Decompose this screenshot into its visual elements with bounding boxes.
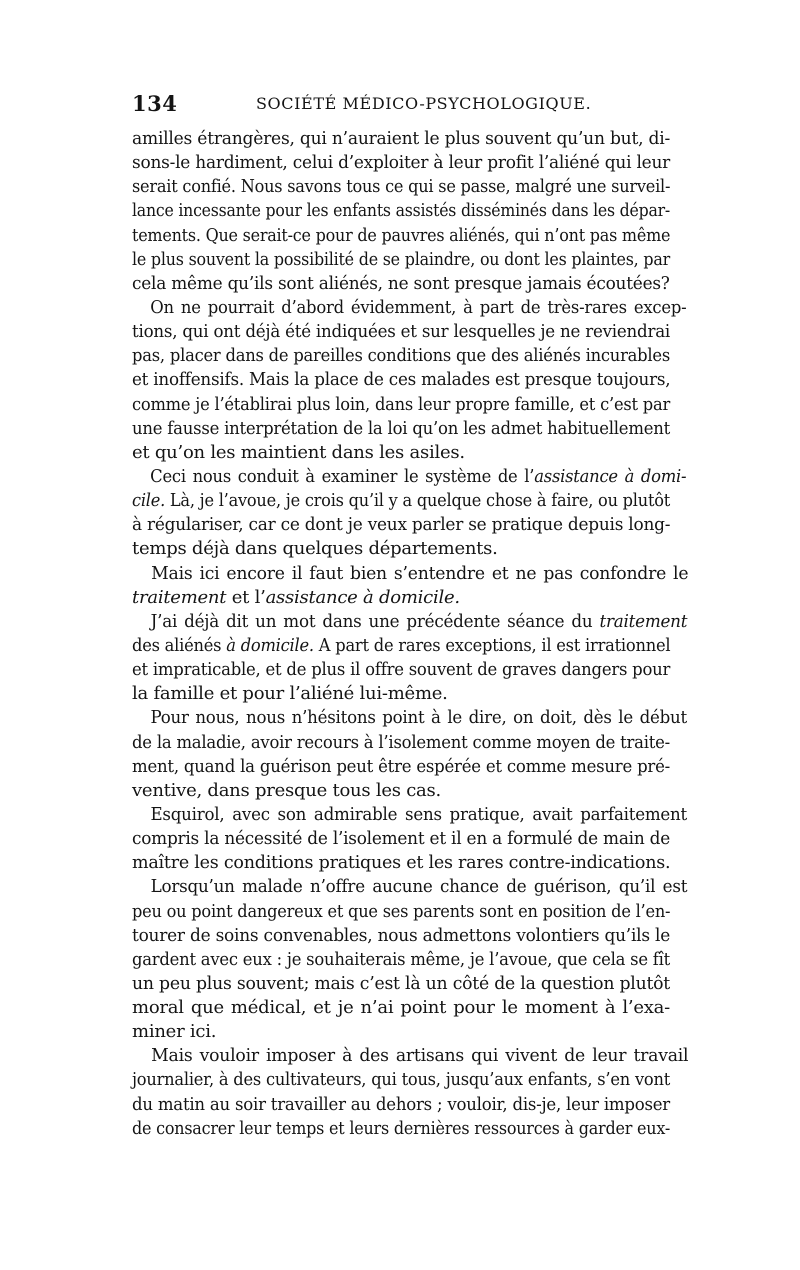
- text-line: Esquirol, avec son admirable sens pratique, avait parfaitement: [150, 803, 687, 825]
- running-head: SOCIÉTÉ MÉDICO-PSYCHOLOGIQUE.: [256, 94, 592, 113]
- text-line: à régulariser, car ce dont je veux parler se pratique depuis long-: [132, 514, 671, 536]
- text-line: de consacrer leur temps et leurs dernières ressources à garder eux-: [132, 1117, 670, 1139]
- text-line: gardent avec eux : je souhaiterais même, je l’avoue, que cela se fît: [132, 948, 670, 970]
- text-line: une fausse interprétation de la loi qu’on les admet habituellement: [132, 417, 670, 439]
- text-line: miner ici.: [132, 1021, 217, 1043]
- text-line: moral que médical, et je n’ai point pour le moment à l’exa-: [132, 997, 670, 1019]
- text-line: ventive, dans presque tous les cas.: [132, 779, 441, 801]
- text-line: cela même qu’ils sont aliénés, ne sont presque jamais écoutées?: [132, 272, 670, 294]
- text-line: pas, placer dans de pareilles conditions que des aliénés incurables: [132, 345, 670, 367]
- text-line: un peu plus souvent; mais c’est là un côté de la question plutôt: [132, 972, 670, 994]
- text-line: Mais ici encore il faut bien s’entendre et ne pas confondre le: [151, 562, 689, 584]
- text-line: Mais vouloir imposer à des artisans qui vivent de leur travail: [151, 1045, 689, 1067]
- text-line: Lorsqu’un malade n’offre aucune chance de guérison, qu’il est: [150, 876, 688, 898]
- text-line: peu ou point dangereux et que ses parents sont en position de l’en-: [132, 900, 671, 922]
- text-line: tions, qui ont déjà été indiquées et sur lesquelles je ne reviendrai: [132, 321, 670, 343]
- text-line: du matin au soir travailler au dehors ; vouloir, dis-je, leur imposer: [132, 1093, 670, 1115]
- text-line: et impraticable, et de plus il offre souvent de graves dangers pour: [132, 659, 671, 681]
- text-line: compris la nécessité de l’isolement et il en a formulé de main de: [132, 828, 670, 850]
- text-line: Pour nous, nous n’hésitons point à le dire, on doit, dès le début: [150, 707, 687, 729]
- text-line: le plus souvent la possibilité de se plaindre, ou dont les plaintes, par: [132, 248, 670, 270]
- text-line: et inoffensifs. Mais la place de ces malades est presque toujours,: [132, 369, 671, 391]
- body-text: [132, 127, 689, 1141]
- text-line: cile. Là, je l’avoue, je crois qu’il y a quelque chose à faire, ou plutôt: [132, 490, 671, 512]
- text-line: tourer de soins convenables, nous admettons volontiers qu’ils le: [132, 924, 670, 946]
- text-line: maître les conditions pratiques et les rares contre-indications.: [132, 852, 671, 874]
- text-line: Ceci nous conduit à examiner le système de l’assistance à domi-: [150, 465, 687, 487]
- text-line: comme je l’établirai plus loin, dans leur propre famille, et c’est par: [132, 393, 670, 415]
- page-number: 134: [132, 91, 178, 116]
- text-line: On ne pourrait d’abord évidemment, à part de très-rares excep-: [150, 296, 687, 318]
- text-line: des aliénés à domicile. A part de rares exceptions, il est irrationnel: [132, 634, 671, 656]
- text-line: ment, quand la guérison peut être espérée et comme mesure pré-: [132, 755, 670, 777]
- text-line: tements. Que serait-ce pour de pauvres aliénés, qui n’ont pas même: [132, 224, 671, 246]
- text-line: journalier, à des cultivateurs, qui tous, jusqu’aux enfants, s’en vont: [132, 1069, 670, 1091]
- text-line: serait confié. Nous savons tous ce qui se passe, malgré une surveil-: [132, 176, 671, 198]
- text-line: J’ai déjà dit un mot dans une précédente séance du traitement: [150, 610, 688, 632]
- text-line: traitement et l’assistance à domicile.: [132, 586, 460, 608]
- text-line: la famille et pour l’aliéné lui-même.: [132, 683, 448, 705]
- text-line: amilles étrangères, qui n’auraient le plus souvent qu’un but, di-: [132, 128, 670, 149]
- page-header: [132, 91, 670, 117]
- text-line: et qu’on les maintient dans les asiles.: [132, 441, 465, 463]
- text-line: sons-le hardiment, celui d’exploiter à leur profit l’aliéné qui leur: [132, 152, 670, 174]
- text-line: lance incessante pour les enfants assistés disséminés dans les dépar-: [132, 200, 670, 222]
- text-line: de la maladie, avoir recours à l’isolement comme moyen de traite-: [132, 731, 670, 753]
- text-line: temps déjà dans quelques départements.: [132, 538, 498, 560]
